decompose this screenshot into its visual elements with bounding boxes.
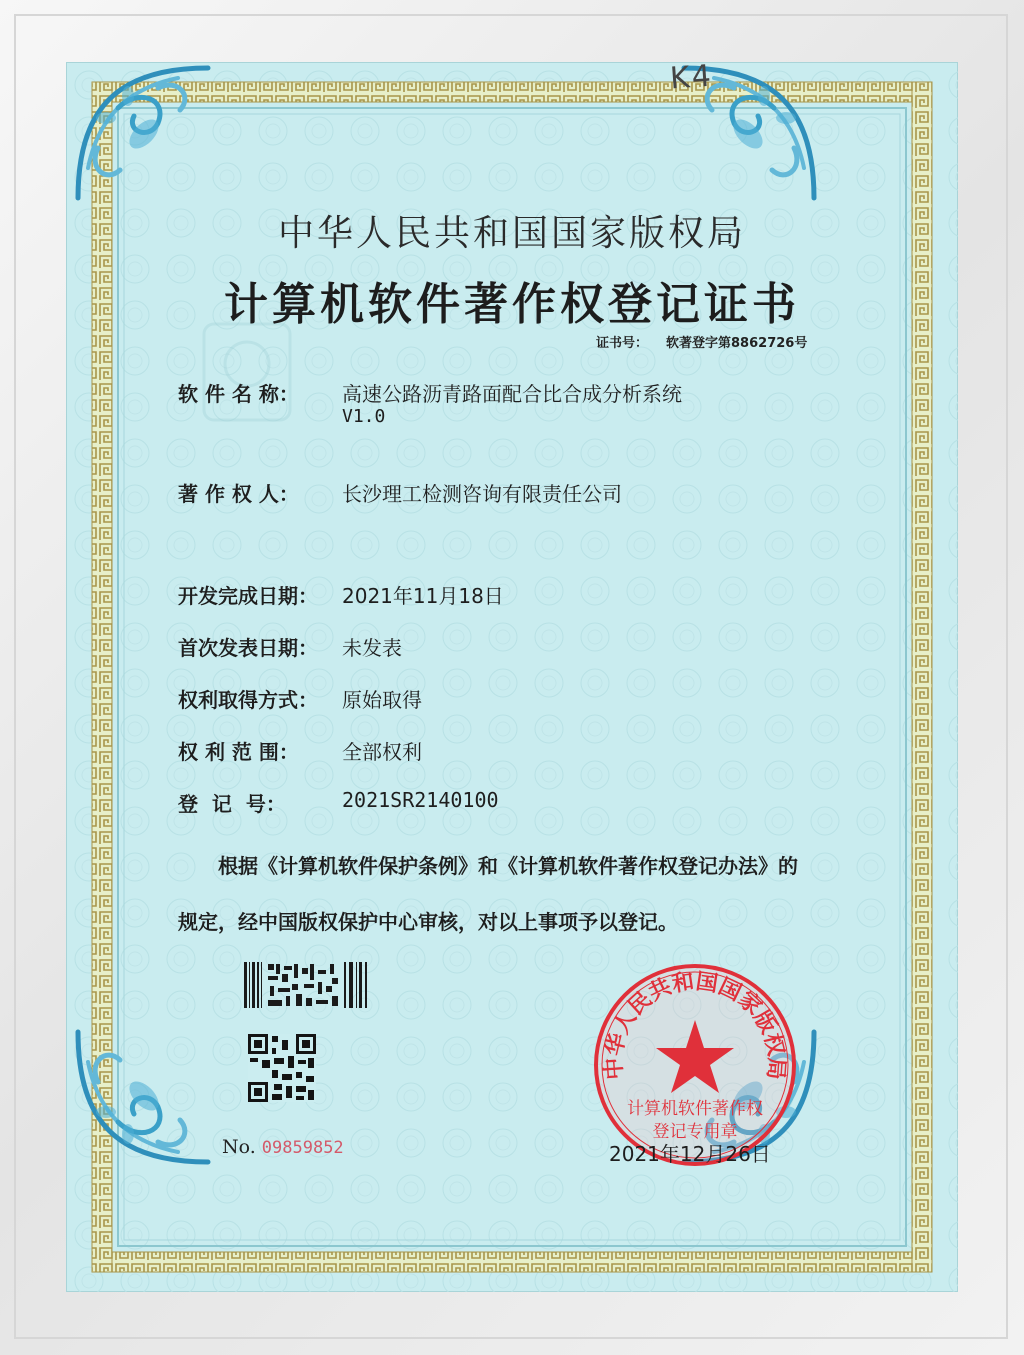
scope-of-rights-label: 权 利 范 围： — [178, 740, 299, 764]
scope-of-rights-value: 全部权利 — [342, 740, 422, 764]
seal-date: 2021年12月26日 — [609, 1142, 771, 1166]
statement-line-2: 规定，经中国版权保护中心审核，对以上事项予以登记。 — [178, 910, 678, 934]
acquisition-method-label: 权利取得方式： — [178, 688, 318, 712]
serial-prefix: No. — [222, 1136, 256, 1158]
acquisition-method-value: 原始取得 — [342, 688, 422, 712]
serial-number — [222, 1136, 344, 1158]
software-name-label: 软 件 名 称： — [178, 382, 299, 406]
completion-date-label: 开发完成日期： — [178, 584, 318, 608]
certificate-number — [596, 332, 825, 351]
software-version: V1.0 — [342, 406, 386, 427]
seal-arc-text: 中华人民共和国国家版权局 — [601, 969, 789, 1081]
corner-ornament-top-left — [58, 48, 228, 218]
registration-number-value: 2021SR2140100 — [342, 788, 499, 812]
serial-value: 09859852 — [261, 1138, 344, 1158]
copyright-owner-value: 长沙理工检测咨询有限责任公司 — [342, 482, 622, 506]
certificate-title: 计算机软件著作权登记证书 — [224, 279, 800, 330]
registration-number-label: 登 记 号： — [178, 792, 286, 816]
statement-line-1: 根据《计算机软件保护条例》和《计算机软件著作权登记办法》的 — [218, 854, 798, 878]
first-publication-date-value: 未发表 — [342, 636, 402, 660]
seal-inner-line-2: 登记专用章 — [652, 1122, 738, 1142]
completion-date-value: 2021年11月18日 — [342, 584, 504, 608]
first-publication-date-label: 首次发表日期： — [178, 636, 318, 660]
copyright-owner-label: 著 作 权 人： — [178, 482, 299, 506]
seal-inner-line-1: 计算机软件著作权 — [627, 1099, 763, 1119]
issuing-office: 中华人民共和国国家版权局 — [277, 213, 746, 254]
qr-code-icon — [248, 1034, 316, 1102]
software-name-value: 高速公路沥青路面配合比合成分析系统 — [342, 382, 682, 406]
handwritten-mark: K4 — [668, 58, 714, 97]
barcode-icon — [244, 962, 370, 1008]
corner-ornament-bottom-left — [58, 1012, 228, 1182]
certificate-number-label: 证书号： — [596, 336, 649, 351]
certificate-number-value: 软著登字第8862726号 — [666, 336, 808, 351]
